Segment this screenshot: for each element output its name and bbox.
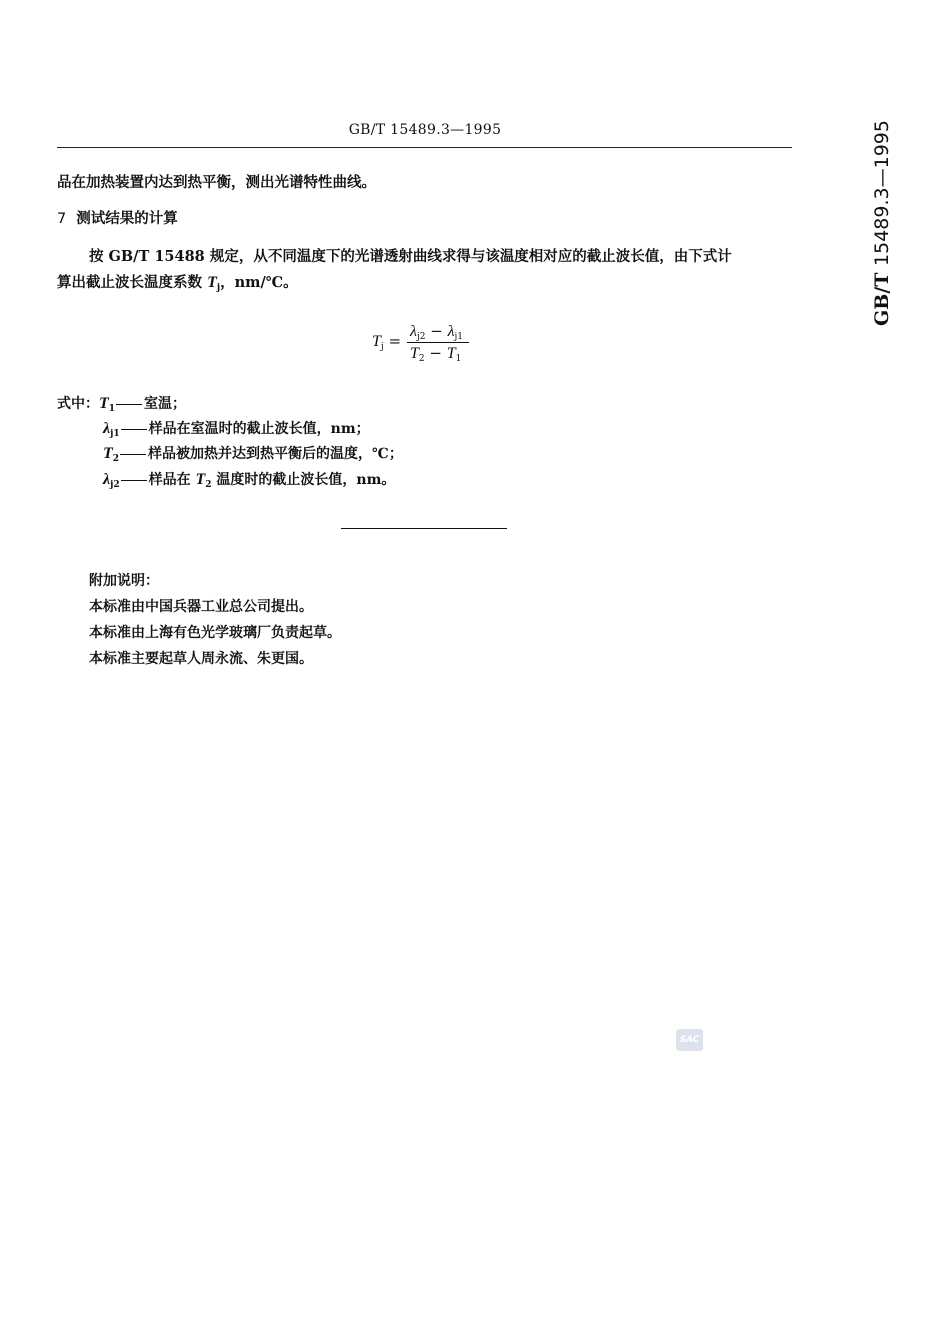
em-dash — [121, 429, 147, 430]
paragraph-calc-line2 — [57, 270, 298, 301]
header-rule — [57, 147, 792, 148]
denominator-t-b: T — [446, 345, 456, 362]
def-inline-symbol: T — [195, 471, 206, 488]
em-dash — [116, 404, 142, 405]
side-label-prefix: GB/T — [871, 272, 893, 326]
running-header: GB/T 15489.3—1995 — [348, 122, 502, 138]
numerator-minus: − — [425, 322, 448, 340]
appendix-line: 本标准由中国兵器工业总公司提出。 — [89, 599, 313, 615]
def-text: 室温； — [144, 396, 187, 412]
side-label-text — [871, 120, 893, 326]
definition-row-t2 — [103, 443, 403, 464]
em-dash — [121, 480, 147, 481]
def-symbol: T — [99, 395, 109, 412]
denominator-minus: − — [424, 344, 447, 362]
calc-line2-symbol: T — [207, 274, 217, 291]
numerator-lambda-b: λ — [447, 323, 455, 340]
def-subscript: 2 — [112, 454, 120, 464]
denominator-t-a: T — [410, 345, 419, 362]
section-end-rule — [341, 528, 507, 529]
def-symbol: T — [103, 445, 113, 462]
appendix-line: 本标准由上海有色光学玻璃厂负责起草。 — [89, 625, 341, 641]
denominator-sub-b: 1 — [455, 354, 462, 364]
definition-row-lambda-j1 — [103, 418, 370, 439]
numerator-sub-b: j1 — [454, 332, 464, 342]
sac-watermark-logo: SAC — [676, 1029, 703, 1051]
formula-numerator — [410, 322, 463, 342]
section-number: 7 — [57, 211, 67, 227]
numerator-sub-a: j2 — [416, 332, 426, 342]
calc-line2-post: ，nm/℃。 — [220, 274, 298, 291]
def-inline-subscript: 2 — [205, 480, 212, 490]
paragraph-continued: 品在加热装置内达到热平衡，测出光谱特性曲线。 — [57, 174, 376, 191]
formula-lhs-subscript: j — [380, 342, 384, 352]
def-subscript: j1 — [110, 429, 120, 439]
formula-denominator — [410, 344, 461, 364]
formula — [372, 322, 482, 366]
calc-line2-subscript: j — [216, 283, 221, 293]
def-text: 样品被加热并达到热平衡后的温度，℃； — [148, 446, 403, 462]
appendix-line: 本标准主要起草人周永流、朱更国。 — [89, 651, 313, 667]
definition-row-lambda-j2 — [103, 469, 395, 490]
numerator-lambda-a: λ — [410, 323, 417, 340]
def-symbol: λ — [103, 471, 111, 488]
calc-line2-pre: 算出截止波长温度系数 — [57, 274, 208, 291]
def-subscript: j2 — [110, 480, 120, 490]
def-text: 样品在室温时的截止波长值，nm； — [148, 421, 370, 437]
paragraph-calc-line1: 按 GB/T 15488 规定，从不同温度下的光谱透射曲线求得与该温度相对应的截止波长值，由下式计 — [89, 248, 732, 265]
definition-row-t1 — [57, 393, 186, 414]
denominator-sub-a: 2 — [418, 354, 425, 364]
definitions-intro: 式中： — [57, 396, 99, 412]
def-symbol: λ — [103, 420, 111, 437]
em-dash — [120, 454, 146, 455]
section-heading — [57, 207, 178, 228]
formula-equals: = — [383, 332, 402, 350]
section-title: 测试结果的计算 — [76, 210, 178, 227]
side-label-number: 15489.3—1995 — [871, 120, 893, 266]
fraction-bar — [407, 342, 469, 343]
side-label — [860, 118, 904, 328]
formula-lhs-symbol: T — [372, 333, 381, 350]
appendix-title: 附加说明： — [89, 573, 159, 589]
def-text-post: 温度时的截止波长值，nm。 — [211, 472, 396, 488]
def-text-pre: 样品在 — [148, 472, 196, 488]
def-subscript: 1 — [108, 404, 116, 414]
formula-lhs — [372, 332, 401, 352]
